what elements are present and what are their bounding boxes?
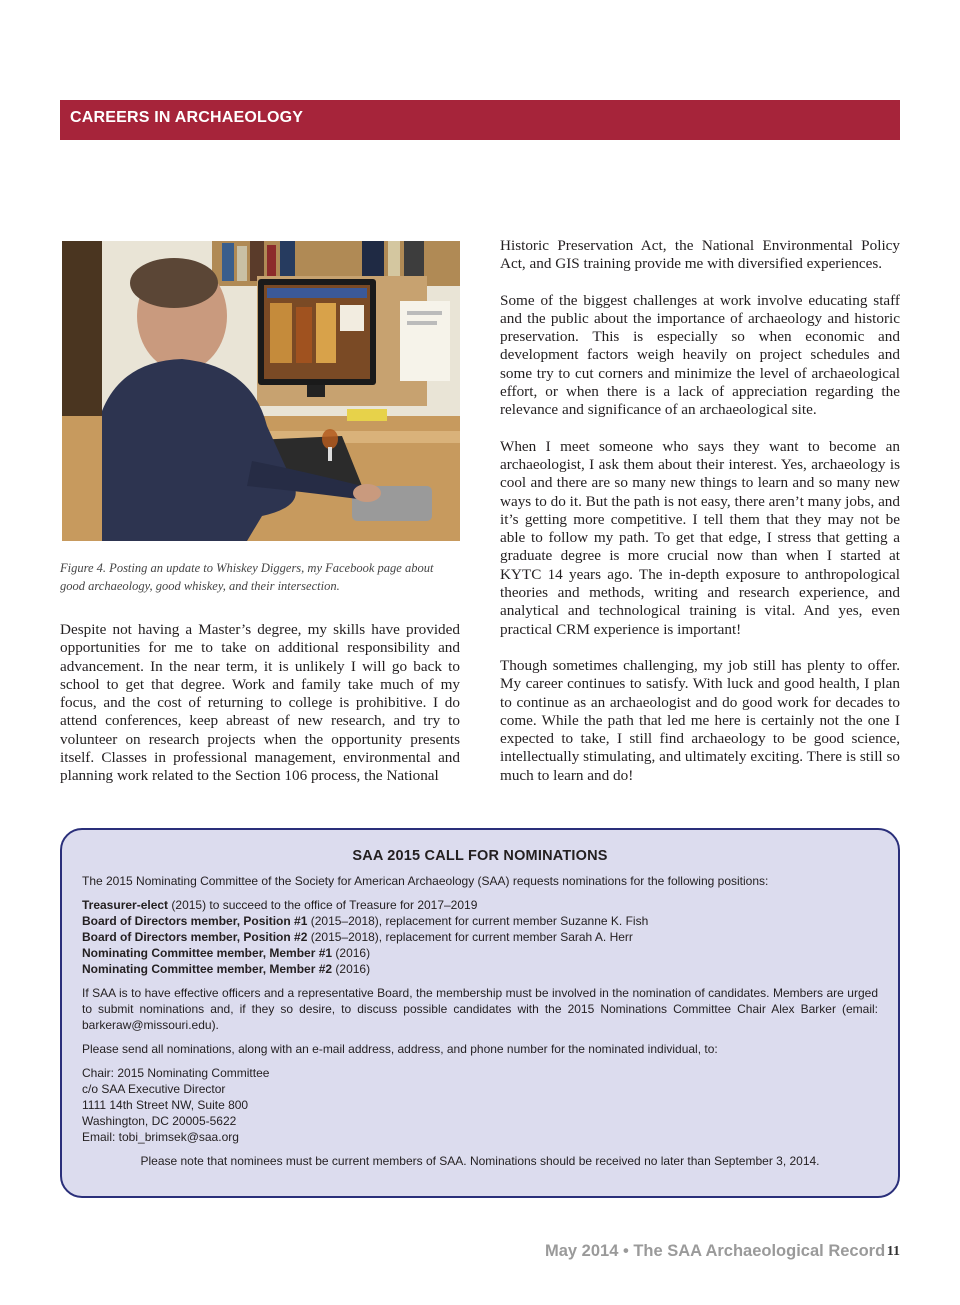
- body-paragraph: Historic Preservation Act, the National Environmental Policy Act, and GIS training provide me with diversified experiences.: [500, 237, 900, 273]
- position-item: [82, 961, 878, 977]
- positions-list: [82, 897, 878, 977]
- callout-intro: The 2015 Nominating Committee of the Society for American Archaeology (SAA) requests nominations for the following positions:: [82, 874, 769, 888]
- position-item: [82, 945, 878, 961]
- position-name: Nominating Committee member, Member #1: [82, 946, 333, 960]
- position-detail: (2016): [332, 946, 371, 960]
- position-detail: (2015–2018), replacement for current member Sarah A. Herr: [307, 930, 633, 944]
- address-line: Chair: 2015 Nominating Committee: [82, 1066, 270, 1080]
- figure-photo: [62, 241, 460, 541]
- callout-body: If SAA is to have effective officers and a representative Board, the membership must be involved in the nomination of candidates. Members are urged to submit nominations and, if they so desire, to discuss possible candidates with the 2015 Nominations Committee Chair Alex Barker (email: barkeraw@missouri.edu).: [82, 986, 878, 1032]
- position-name: Board of Directors member, Position #1: [82, 914, 308, 928]
- left-column: [60, 621, 460, 804]
- section-header: [60, 100, 900, 140]
- callout-send-text: Please send all nominations, along with an e-mail address, address, and phone number for the nominated individual, to:: [82, 1042, 718, 1056]
- journal-name: May 2014 • The SAA Archaeological Record: [545, 1242, 886, 1260]
- callout-title: SAA 2015 CALL FOR NOMINATIONS: [352, 848, 608, 864]
- figure-caption: Figure 4. Posting an update to Whiskey Diggers, my Facebook page about good archaeology, good whiskey, and their intersection.: [60, 561, 434, 593]
- callout-note: Please note that nominees must be current members of SAA. Nominations should be received no later than September 3, 2014.: [140, 1154, 820, 1168]
- page-number: 11: [886, 1244, 900, 1259]
- section-title: CAREERS IN ARCHAEOLOGY: [70, 109, 304, 126]
- address-line: Email: tobi_brimsek@saa.org: [82, 1130, 239, 1144]
- position-detail: (2016): [332, 962, 371, 976]
- address-line: Washington, DC 20005-5622: [82, 1114, 237, 1128]
- position-name: Treasurer-elect: [82, 898, 169, 912]
- address-line: 1111 14th Street NW, Suite 800: [82, 1098, 249, 1112]
- position-item: [82, 913, 878, 929]
- position-name: Nominating Committee member, Member #2: [82, 962, 333, 976]
- position-detail: (2015–2018), replacement for current member Suzanne K. Fish: [307, 914, 649, 928]
- page-footer: [545, 1242, 900, 1266]
- nominations-callout: [60, 828, 900, 1198]
- body-paragraph: Though sometimes challenging, my job still has plenty to offer. My career continues to satisfy. With luck and good health, I plan to continue as an archaeologist and do good work for decades to come. While the path that led me here is certainly not the one I expected to take, I still find archaeology to be good science, intellectually stimulating, and ultimately exciting. There is still so much to learn and do!: [500, 656, 900, 784]
- position-name: Board of Directors member, Position #2: [82, 930, 308, 944]
- right-column: [500, 237, 900, 803]
- mailing-address: [82, 1065, 878, 1145]
- body-paragraph: When I meet someone who says they want to become an archaeologist, I ask them about their interest. Yes, archaeology is cool and there are so many new things to learn and so many new ways to do it. But the path is not easy, there aren’t many jobs, and it’s getting more competitive. I tell them that they may not be able to follow my path. To get that edge, I stress that getting a graduate degree is more crucial now than when I started at KYTC 14 years ago. The in-depth exposure to anthropological theories and methods, writing and research experience, and analytical and technological training is vital. And yes, even practical CRM experience is important!: [500, 437, 900, 638]
- body-paragraph: Some of the biggest challenges at work involve educating staff and the public about the importance of archaeology and historic preservation. This is especially so when economic and development factors weigh heavily on project schedules and some try to cut corners and minimize the level of archaeological effort, or when there is a lack of appreciation regarding the relevance and significance of an archaeological site.: [500, 291, 900, 419]
- address-line: c/o SAA Executive Director: [82, 1082, 226, 1096]
- position-detail: (2015) to succeed to the office of Treasure for 2017–2019: [168, 898, 478, 912]
- photo-illustration: [62, 241, 460, 541]
- position-item: [82, 929, 878, 945]
- position-item: [82, 897, 878, 913]
- body-paragraph: Despite not having a Master’s degree, my skills have provided opportunities for me to take on additional responsibility and advancement. In the near term, it is unlikely I will go back to school to get that degree. Work and family take much of my focus, and the cost of returning to college is prohibitive. I do attend conferences, keep abreast of new research, and try to volunteer on research projects when the opportunity presents itself. Classes in professional management, environmental and planning work related to the Section 106 process, the National: [60, 621, 460, 785]
